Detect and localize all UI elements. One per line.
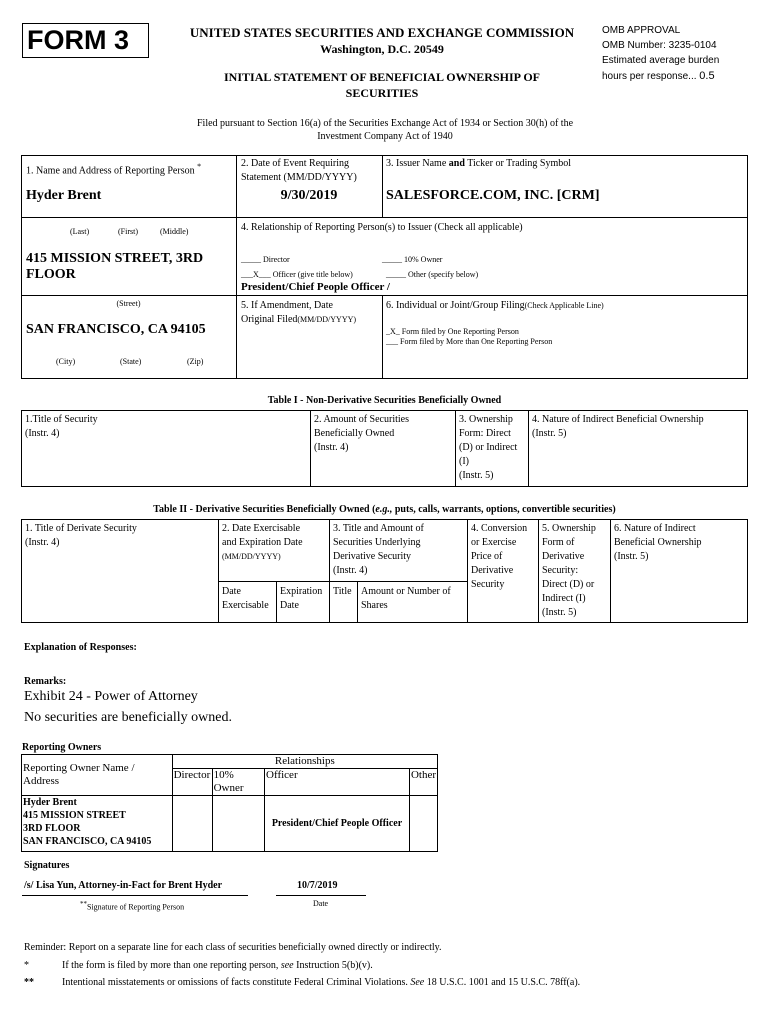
signature-underline xyxy=(22,895,248,896)
box4-label: 4. Relationship of Reporting Person(s) to Issuer (Check all applicable) xyxy=(241,222,523,233)
officer-header: Officer xyxy=(265,769,410,796)
remarks-line-2: No securities are beneficially owned. xyxy=(24,710,232,725)
box3-label-a: 3. Issuer Name xyxy=(386,158,449,169)
grid-row-divider-1 xyxy=(236,217,748,218)
t1-c1-1: 1.Title of Security xyxy=(25,414,98,425)
reporting-owners-title: Reporting Owners xyxy=(22,742,102,753)
table2-col5 xyxy=(542,523,596,619)
signature-value: /s/ Lisa Yun, Attorney-in-Fact for Brent Hyder xyxy=(24,880,223,891)
table2-title-b: e.g., xyxy=(375,504,393,515)
box6-label xyxy=(386,300,604,312)
relationships-header: Relationships xyxy=(172,755,437,769)
owners-header-row xyxy=(22,755,438,769)
street-label: (Street) xyxy=(116,299,141,308)
owner-addr-4: SAN FRANCISCO, CA 94105 xyxy=(23,836,152,847)
remarks-line-1: Exhibit 24 - Power of Attorney xyxy=(24,689,198,704)
grid-divider-2 xyxy=(382,155,383,217)
t1-c1-2: (Instr. 4) xyxy=(25,428,60,439)
box5-label-2a: Original Filed xyxy=(241,314,298,325)
name-divider xyxy=(21,217,236,218)
box5-label-2b: (MM/DD/YYYY) xyxy=(297,315,357,324)
officer-title: President/Chief People Officer / xyxy=(241,281,390,293)
t1-c3-4: (I) xyxy=(459,456,469,467)
owner-addr-2: 415 MISSION STREET xyxy=(23,810,126,821)
t2-sub-v-1 xyxy=(276,581,277,623)
box3-label-c: Ticker or Trading Symbol xyxy=(464,158,572,169)
statement-title-1: INITIAL STATEMENT OF BENEFICIAL OWNERSHIP OF xyxy=(224,70,540,84)
table1-col1 xyxy=(25,414,98,440)
filed-pursuant-1: Filed pursuant to Section 16(a) of the Securities Exchange Act of 1934 or Section 30(h) of the xyxy=(196,118,574,129)
omb-number: OMB Number: 3235-0104 xyxy=(602,40,717,51)
footnote-1-text xyxy=(62,960,373,972)
table2-col1 xyxy=(25,523,137,549)
t2-sub-v-2 xyxy=(357,581,358,623)
table1-col2 xyxy=(314,414,409,454)
t2-div-3 xyxy=(467,519,468,623)
box5-label-1: 5. If Amendment, Date xyxy=(241,300,333,311)
t2-c5-6: Indirect (I) xyxy=(542,593,586,604)
t2-sub-h-2 xyxy=(329,581,467,582)
t1-c3-1: 3. Ownership xyxy=(459,414,513,425)
city-label: (City) xyxy=(56,357,76,366)
t2-expiration-date xyxy=(280,586,322,612)
t2-c5-4: Security: xyxy=(542,565,579,576)
table1-div-1 xyxy=(310,410,311,487)
table2-col2 xyxy=(222,523,303,563)
omb-approval xyxy=(602,25,762,83)
box1-label xyxy=(26,161,201,177)
t2-amount-sub xyxy=(361,586,451,612)
box3-label xyxy=(386,158,571,170)
t2-c6-3: (Instr. 5) xyxy=(614,551,649,562)
street-divider xyxy=(21,295,236,296)
box1-label-text: 1. Name and Address of Reporting Person xyxy=(26,165,195,177)
signature-marker: ** xyxy=(80,900,87,908)
owner-director-cell xyxy=(172,796,212,852)
statement-title-2: SECURITIES xyxy=(345,86,419,100)
reporting-owners-table xyxy=(21,754,438,852)
table2-title-a: Table II - Derivative Securities Beneficially Owned ( xyxy=(153,504,376,515)
t2-date-exercisable xyxy=(222,586,269,612)
table2-title xyxy=(21,504,748,516)
date-caption: Date xyxy=(313,899,329,908)
t2-c3-2: Securities Underlying xyxy=(333,537,421,548)
t1-c2-2: Beneficially Owned xyxy=(314,428,395,439)
remarks-heading: Remarks: xyxy=(24,676,67,687)
table2-title-c: puts, calls, warrants, options, convertible securities) xyxy=(392,504,616,515)
street-value-1: 415 MISSION STREET, 3RD xyxy=(26,251,204,266)
table1-col4 xyxy=(532,414,704,440)
t2-c2-3: (MM/DD/YYYY) xyxy=(222,552,281,561)
fn2-b: See xyxy=(410,977,425,988)
t2-date-2: Exercisable xyxy=(222,600,269,611)
owner-ten-cell xyxy=(212,796,264,852)
t2-amt-1: Amount or Number of xyxy=(361,586,451,597)
date-underline xyxy=(276,895,366,896)
owner-name-header: Reporting Owner Name / Address xyxy=(22,755,173,796)
reporting-person-grid xyxy=(21,155,748,379)
t2-c3-3: Derivative Security xyxy=(333,551,412,562)
box6-label-a: 6. Individual or Joint/Group Filing xyxy=(386,300,525,311)
t1-c2-3: (Instr. 4) xyxy=(314,442,349,453)
filing-option-one: _X_ Form filed by One Reporting Person xyxy=(386,327,519,336)
table1-div-3 xyxy=(528,410,529,487)
box2-label xyxy=(241,158,357,184)
owner-addr-1: Hyder Brent xyxy=(23,797,77,808)
officer-option: ___X___ Officer (give title below) xyxy=(241,270,353,279)
table1-col3 xyxy=(459,414,517,482)
t2-div-2 xyxy=(329,519,330,623)
signature-date-value: 10/7/2019 xyxy=(297,880,338,891)
footnote-2-text xyxy=(62,977,580,989)
t2-exp-1: Expiration xyxy=(280,586,323,597)
form-label: FORM 3 xyxy=(27,25,130,55)
t2-c3-4: (Instr. 4) xyxy=(333,565,368,576)
box3-label-b: and xyxy=(448,158,465,169)
t1-c4-2: (Instr. 5) xyxy=(532,428,567,439)
table1-title: Table I - Non-Derivative Securities Beneficially Owned xyxy=(267,395,502,406)
table2-col3 xyxy=(333,523,424,577)
first-label: (First) xyxy=(118,227,138,236)
filing-option-more: ___ Form filed by More than One Reporting Person xyxy=(386,337,553,346)
t2-c2-1: 2. Date Exercisable xyxy=(222,523,301,534)
t2-c1-2: (Instr. 4) xyxy=(25,537,60,548)
footnote-2-mark: ** xyxy=(24,977,34,988)
filed-pursuant-2: Investment Company Act of 1940 xyxy=(317,131,453,142)
owner-address xyxy=(22,796,173,852)
t2-c4-3: Price of xyxy=(471,551,503,562)
commission-name: UNITED STATES SECURITIES AND EXCHANGE COMMISSION xyxy=(189,25,575,40)
zip-label: (Zip) xyxy=(187,357,204,366)
fn1-c: Instruction 5(b)(v). xyxy=(293,960,373,971)
omb-hours xyxy=(602,70,762,83)
t1-c2-1: 2. Amount of Securities xyxy=(314,414,409,425)
director-option: _____ Director xyxy=(241,255,290,264)
t2-c4-4: Derivative xyxy=(471,565,514,576)
fn2-a: Intentional misstatements or omissions of facts constitute Federal Criminal Violations. xyxy=(62,977,411,988)
table1-div-2 xyxy=(455,410,456,487)
box6-label-b: (Check Applicable Line) xyxy=(524,301,604,310)
t2-div-4 xyxy=(538,519,539,623)
t2-title-sub: Title xyxy=(333,586,352,597)
grid-row-divider-2 xyxy=(236,295,748,296)
last-label: (Last) xyxy=(70,227,90,236)
other-option: _____ Other (specify below) xyxy=(386,270,479,279)
t2-c4-1: 4. Conversion xyxy=(471,523,528,534)
street-value-2: FLOOR xyxy=(26,267,76,282)
box5-label-2 xyxy=(241,314,356,326)
event-date-value: 9/30/2019 xyxy=(280,188,338,203)
issuer-value: SALESFORCE.COM, INC. [CRM] xyxy=(386,188,600,203)
footnote-1-mark: * xyxy=(24,960,29,971)
t2-c6-1: 6. Nature of Indirect xyxy=(614,523,696,534)
signatures-title: Signatures xyxy=(24,860,70,871)
ten-owner-header: 10% Owner xyxy=(212,769,264,796)
t1-c4-1: 4. Nature of Indirect Beneficial Ownership xyxy=(532,414,704,425)
reporting-person-name: Hyder Brent xyxy=(26,188,102,203)
city-state-zip-value: SAN FRANCISCO, CA 94105 xyxy=(26,322,206,337)
t2-exp-2: Date xyxy=(280,600,299,611)
box5-label xyxy=(241,300,356,326)
t2-date-1: Date xyxy=(222,586,241,597)
omb-burden: Estimated average burden xyxy=(602,55,720,66)
t2-amt-2: Shares xyxy=(361,600,388,611)
explanation-heading: Explanation of Responses: xyxy=(24,642,137,653)
other-header: Other xyxy=(409,769,437,796)
owner-other-cell xyxy=(409,796,437,852)
table2-col6 xyxy=(614,523,701,563)
box2-label-2: Statement (MM/DD/YYYY) xyxy=(241,172,357,183)
t2-c5-3: Derivative xyxy=(542,551,585,562)
omb-hours-value: 0.5 xyxy=(699,70,715,82)
owner-row xyxy=(22,796,438,852)
t2-c5-7: (Instr. 5) xyxy=(542,607,577,618)
signature-label: Signature of Reporting Person xyxy=(87,902,185,912)
commission-location: Washington, D.C. 20549 xyxy=(320,42,444,56)
t2-c4-5: Security xyxy=(471,579,505,590)
omb-hours-label: hours per response... xyxy=(602,71,697,82)
t2-c6-2: Beneficial Ownership xyxy=(614,537,702,548)
ten-percent-option: _____ 10% Owner xyxy=(382,255,443,264)
t2-c3-1: 3. Title and Amount of xyxy=(333,523,424,534)
t2-div-1 xyxy=(218,519,219,623)
fn1-b: see xyxy=(280,960,294,971)
t2-c5-5: Direct (D) or xyxy=(542,579,595,590)
t2-div-5 xyxy=(610,519,611,623)
director-header: Director xyxy=(172,769,212,796)
grid-divider-3 xyxy=(382,295,383,379)
t2-c5-2: Form of xyxy=(542,537,575,548)
t2-sub-h-1 xyxy=(218,581,329,582)
state-label: (State) xyxy=(120,357,142,366)
omb-title: OMB APPROVAL xyxy=(602,25,681,36)
owner-addr-3: 3RD FLOOR xyxy=(23,823,81,834)
fn1-a: If the form is filed by more than one reporting person, xyxy=(62,960,281,971)
table2-col4 xyxy=(471,523,527,591)
middle-label: (Middle) xyxy=(160,227,189,236)
t2-c5-1: 5. Ownership xyxy=(542,523,596,534)
t1-c3-2: Form: Direct xyxy=(459,428,511,439)
t2-c2-2: and Expiration Date xyxy=(222,537,303,548)
box1-marker: * xyxy=(197,162,202,171)
t2-c4-2: or Exercise xyxy=(471,537,517,548)
signature-caption xyxy=(80,899,184,913)
form-label-box xyxy=(22,23,149,58)
t1-c3-3: (D) or Indirect xyxy=(459,442,518,453)
box2-label-1: 2. Date of Event Requiring xyxy=(241,158,350,169)
reminder-text: Reminder: Report on a separate line for each class of securities beneficially owned directly or indirectly. xyxy=(24,942,442,953)
owner-officer-cell: President/Chief People Officer xyxy=(265,796,410,852)
fn2-c: 18 U.S.C. 1001 and 15 U.S.C. 78ff(a). xyxy=(424,977,581,988)
t2-c1-1: 1. Title of Derivate Security xyxy=(25,523,137,534)
t1-c3-5: (Instr. 5) xyxy=(459,470,494,481)
